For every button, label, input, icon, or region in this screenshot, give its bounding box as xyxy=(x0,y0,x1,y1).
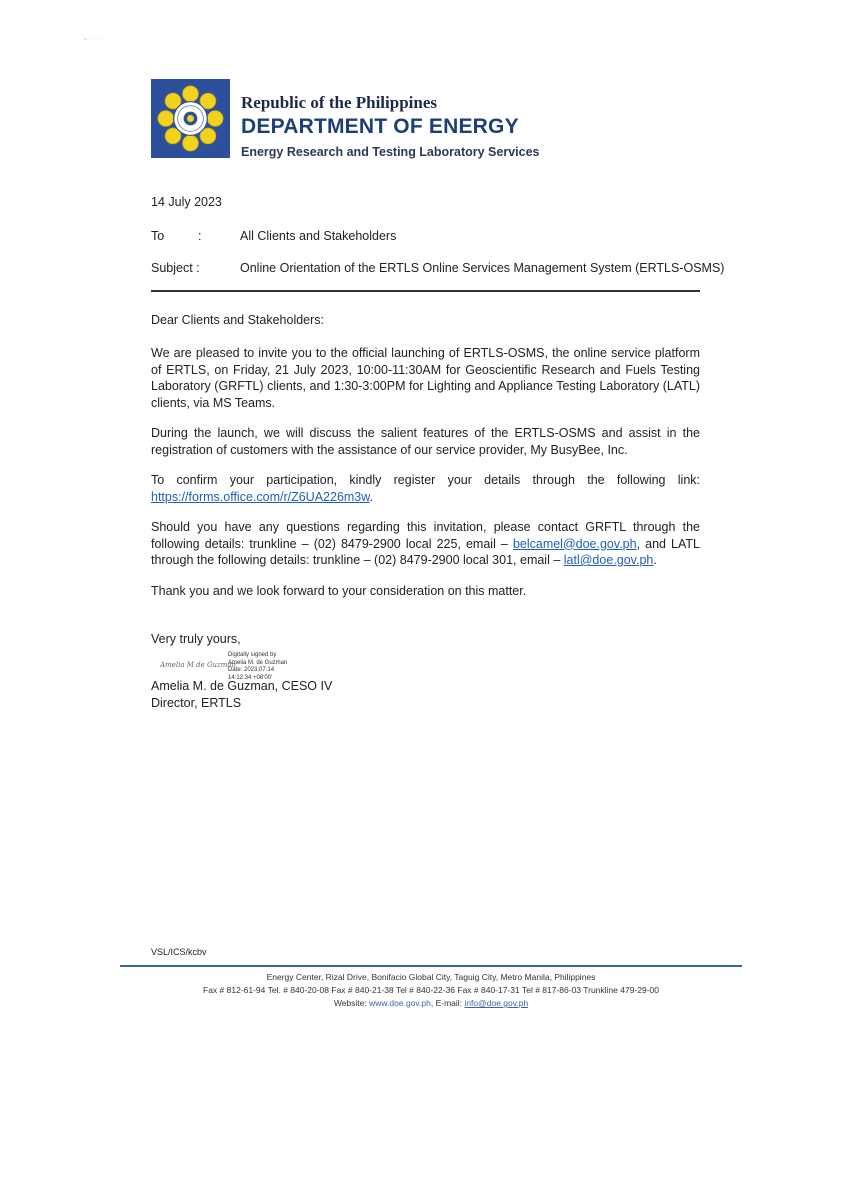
email-label: , E-mail: xyxy=(430,998,463,1008)
footer-address: Energy Center, Rizal Drive, Bonifacio Global City, Taguig City, Metro Manila, Philippines xyxy=(266,972,596,982)
to-colon: : xyxy=(198,229,202,243)
digital-signature-stamp xyxy=(228,652,287,682)
header-department: DEPARTMENT OF ENERGY xyxy=(241,115,519,138)
footer-phones: Fax # 812-61-94 Tel. # 840-20-08 Fax # 840-21-38 Tel # 840-22-36 Fax # 840-17-31 Tel # 817-86-03 Trunkline 479-29-00 xyxy=(203,985,659,995)
salutation: Dear Clients and Stakeholders: xyxy=(151,313,325,327)
paragraph-registration xyxy=(151,472,700,505)
registration-link[interactable]: https://forms.office.com/r/Z6UA226m3w xyxy=(151,489,370,504)
paragraph-contacts xyxy=(151,519,700,569)
digital-signature-line: Date: 2023.07.14 xyxy=(228,667,275,673)
website-link[interactable]: www.doe.gov.ph xyxy=(369,998,431,1008)
digital-signature-line: Amelia M. de Guzman xyxy=(228,659,288,666)
to-label: To xyxy=(151,229,165,243)
signatory-title: Director, ERTLS xyxy=(151,696,242,710)
contacts-text-a: Should you have any questions regarding this invitation, please contact GRFTL through the following details: trunkline – (02) 8479-2900 local 225, email – xyxy=(151,520,700,551)
to-value: All Clients and Stakeholders xyxy=(240,229,397,243)
subject-value: Online Orientation of the ERTLS Online Services Management System (ERTLS-OSMS) xyxy=(240,261,725,275)
contacts-text-b: , and LATL through the following details: trunkline – (02) 8479-2900 local 301, email – xyxy=(151,536,700,567)
grftl-email-link[interactable]: belcamel@doe.gov.ph xyxy=(512,536,637,551)
signatory-name: Amelia M. de Guzman, CESO IV xyxy=(151,679,333,693)
digital-signature-line: Digitally signed by xyxy=(228,652,277,658)
registration-period: . xyxy=(369,489,374,504)
scan-artifact: ≈ ·⁻ · xyxy=(84,37,104,43)
reference-initials: VSL/ICS/kcbv xyxy=(151,947,207,957)
paragraph-invitation: We are pleased to invite you to the official launching of ERTLS-OSMS, the online service platform of ERTLS, on Friday, 21 July 2023, 10:00-11:30AM for Geoscientific Research and Fuels Testing Laboratory (GRFTL) clients, and 1:30-3:00PM for Lighting and Appliance Testing Laboratory (LATL) clients, via MS Teams. xyxy=(151,346,700,410)
website-label: Website: xyxy=(333,998,367,1008)
paragraph-launch-details: During the launch, we will discuss the salient features of the ERTLS-OSMS and assist in the registration of customers with the assistance of our service provider, My BusyBee, Inc. xyxy=(151,426,700,457)
footer-divider xyxy=(120,965,742,967)
footer-web xyxy=(120,998,742,1008)
letter-date: 14 July 2023 xyxy=(151,195,222,209)
footer-email-link[interactable]: info@doe.gov.ph xyxy=(464,998,529,1008)
subject-label: Subject : xyxy=(151,261,200,275)
header-republic: Republic of the Philippines xyxy=(241,93,438,112)
paragraph-thanks: Thank you and we look forward to your consideration on this matter. xyxy=(151,584,527,598)
latl-email-link[interactable]: latl@doe.gov.ph xyxy=(563,553,654,567)
handwritten-signature: Amelia M de Guzman xyxy=(160,661,237,669)
header-divider xyxy=(151,290,700,292)
digital-signature-line: 14:12:34 +08'00' xyxy=(228,674,273,681)
doe-seal-icon xyxy=(151,79,230,158)
contacts-text-c: . xyxy=(653,553,657,567)
header-office: Energy Research and Testing Laboratory Services xyxy=(241,145,540,159)
registration-text: To confirm your participation, kindly register your details through the following link: xyxy=(151,473,700,487)
valediction: Very truly yours, xyxy=(151,632,241,646)
